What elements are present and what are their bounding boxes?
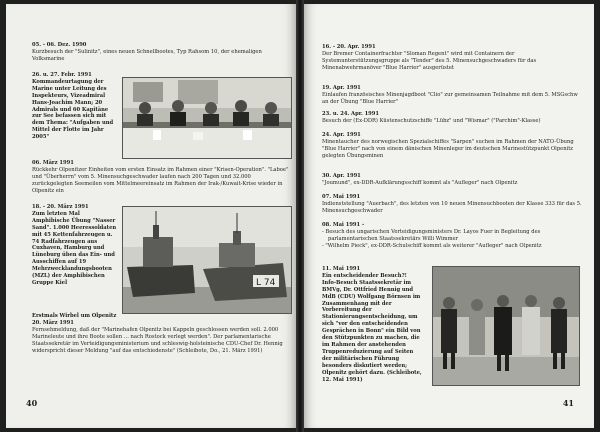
entry-date: 18. - 20. März 1991 [32, 204, 89, 210]
entry-dec-1990 [32, 42, 282, 63]
entry-text: Besuch der (Ex-DDR) Küstenschutzschiffe "Lübz" und "Wismar" ("Parchim"-Klasse) [322, 117, 541, 124]
entry-date: 08. Mai 1991 - [322, 222, 365, 228]
entry-text: Kommandeurtagung der Marine unter Leitung des Inspekteurs, Vizeadmiral Hans-Joachim Mann; 20 Admirals und 60 Kapitäne zur See befassen sich mit dem Thema: "Aufgaben und Mittel der Flotte im Jahr 2005" [32, 78, 114, 141]
entry-date: 23. u. 24. Apr. 1991 [322, 111, 380, 117]
page-number-left: 40 [26, 398, 38, 408]
entry-text: Einlaufen französisches Minenjagdboot "Clio" zur gemeinsamen Teilnahme mit dem 5. MSGschw an der Übung "Blue Harrier" [322, 91, 578, 105]
entry-date: 07. Mai 1991 [322, 194, 361, 200]
entry-text: Minentaucher des norwegischen Spezialschiffes "Sarpen" suchen im Rahmen der NATO-Übung "Blue Harrier" nach von einem dänischen Minenleger im deutschen Marinestützpunkt Olpenitz gelegten Übungsminen [322, 138, 574, 159]
conference-photo-image [123, 78, 291, 158]
entry-mar-18-1991 [32, 204, 118, 287]
entry-date: 11. Mai 1991 [322, 266, 361, 272]
entry-mar-20-1991 [32, 313, 290, 354]
entry-text: Kurzbesuch der "Sulinitz", eines neuen Schnellbootes, Typ Rahsom 10, der ehemaligen Volksmarine [32, 48, 262, 62]
right-page [304, 4, 594, 428]
entry-apr-23-1991 [322, 111, 582, 125]
entry-text: Der Bremer Containerfrachter "Sloman Regent" wird mit Containern der Systemunterstützungsgruppe als "Tender" des 5. Minensuchgeschwaders für das Minenabwehrmanöver "Blue Harrier" ausgerüstet [322, 50, 537, 71]
entry-date: 24. Apr. 1991 [322, 132, 361, 138]
entry-date: 19. Apr. 1991 [322, 85, 361, 91]
visitors-photo-image [433, 267, 579, 385]
entry-date: 06. März 1991 [32, 160, 74, 166]
entry-may-08-1991 [322, 222, 582, 250]
photo-landing-boats [122, 206, 292, 314]
photo-conference [122, 77, 292, 159]
entry-text: Zum letzten Mal Amphibische Übung "Nasser Sand". 1.000 Heeressoldaten mit 45 Kettenfahrzeugen u. 74 Radfahrzeugen aus Cuxhaven, Hamburg und Lüneburg üben das Ein- und Ausschiffen auf 19 Mehrzwecklandungsbooten (MZL) der Amphibischen Gruppe Kiel [32, 210, 117, 286]
entry-text: Indienststellung "Auerbach", des letzten von 10 neuen Minensuchbooten der Klasse 333 für das 5. Minensuchgeschwader [322, 200, 582, 214]
entry-text: "Joumund", ex-DDR-Aufklärungsschiff kommt als "Aufleger" nach Olpenitz [322, 179, 518, 186]
entry-date: 05. - 06. Dez. 1990 [32, 42, 87, 48]
photo-visitors [432, 266, 580, 386]
entry-date: 26. u. 27. Febr. 1991 [32, 72, 92, 78]
page-number-right: 41 [562, 398, 574, 408]
entry-lead: Ein entscheidender Besuch?! [322, 272, 407, 279]
entry-may-11-1991 [322, 266, 424, 383]
entry-section-title: Erstmals Wirbel um Olpenitz [32, 313, 117, 319]
landing-boats-photo-image [123, 207, 291, 313]
entry-text: Rückkehr Olpenitzer Einheiten vom ersten Einsatz im Rahmen einer "Krisen-Operation". "Laboe" und "Überherrn" vom 5. Minensuchgeschwader laufen nach 200 Tagen und 32.000 zurückgelegten Seemeilen vom Mittelmeereinsatz im Rahmen der Irak-/Kuwait-Krise wieder in Olpenitz ein [32, 166, 289, 194]
entry-date: 16. - 20. Apr. 1991 [322, 44, 376, 50]
entry-text: Fernsehmeldung, daß der "Marinehafen Olpenitz bei Kappeln geschlossen werden soll. 2.000 Marineleute und ihre Boote sollen … nach Rostock verlegt werden". Der parlamentarische Staatssekretär im Verteidigungsministerium und schleswig-holsteinische CDU-Chef Dr. Hennig widerspricht dieser Meldung "auf das entschiedenste" (Schleibote, Do., 21. März 1991) [32, 326, 283, 354]
entry-date: 20. März 1991 [32, 319, 74, 326]
entry-apr-24-1991 [322, 132, 582, 160]
left-page [6, 4, 296, 428]
entry-bullet: - Besuch des ungarischen Verteidigungsministers Dr. Layos Fuer in Begleitung des parlamentarischen Staatssekretärs Willi Wimmer [322, 228, 541, 242]
entry-apr-16-1991 [322, 44, 582, 72]
entry-date: 30. Apr. 1991 [322, 173, 361, 179]
entry-bullet: - "Wilhelm Pieck", ex-DDR-Schulschiff kommt als weiterer "Aufleger" nach Olpenitz [322, 242, 542, 249]
entry-mar-06-1991 [32, 160, 290, 195]
entry-apr-19-1991 [322, 85, 582, 106]
entry-text: Info-Besuch Staatssekretär im BMVg, Dr. Ottfried Hennig und MdB (CDU) Wolfgang Börnsen im Zusammenhang mit der Vorbereitung der Stationierungsentscheidung, um sich "vor den entscheidenden Gesprächen in Bonn" ein Bild von den Stützpunkten zu machen, die im Rahmen der anstehenden Truppenreduzierung auf Seiten der militärischen Führung besonders diskutiert werden; Olpenitz gehört dazu. (Schleibote, 12. Mai 1991) [322, 279, 422, 383]
entry-feb-1991 [32, 72, 118, 141]
entry-may-07-1991 [322, 194, 582, 215]
svg-text:L 74: L 74 [256, 278, 276, 288]
book-gutter [296, 0, 304, 432]
entry-apr-30-1991 [322, 173, 582, 187]
